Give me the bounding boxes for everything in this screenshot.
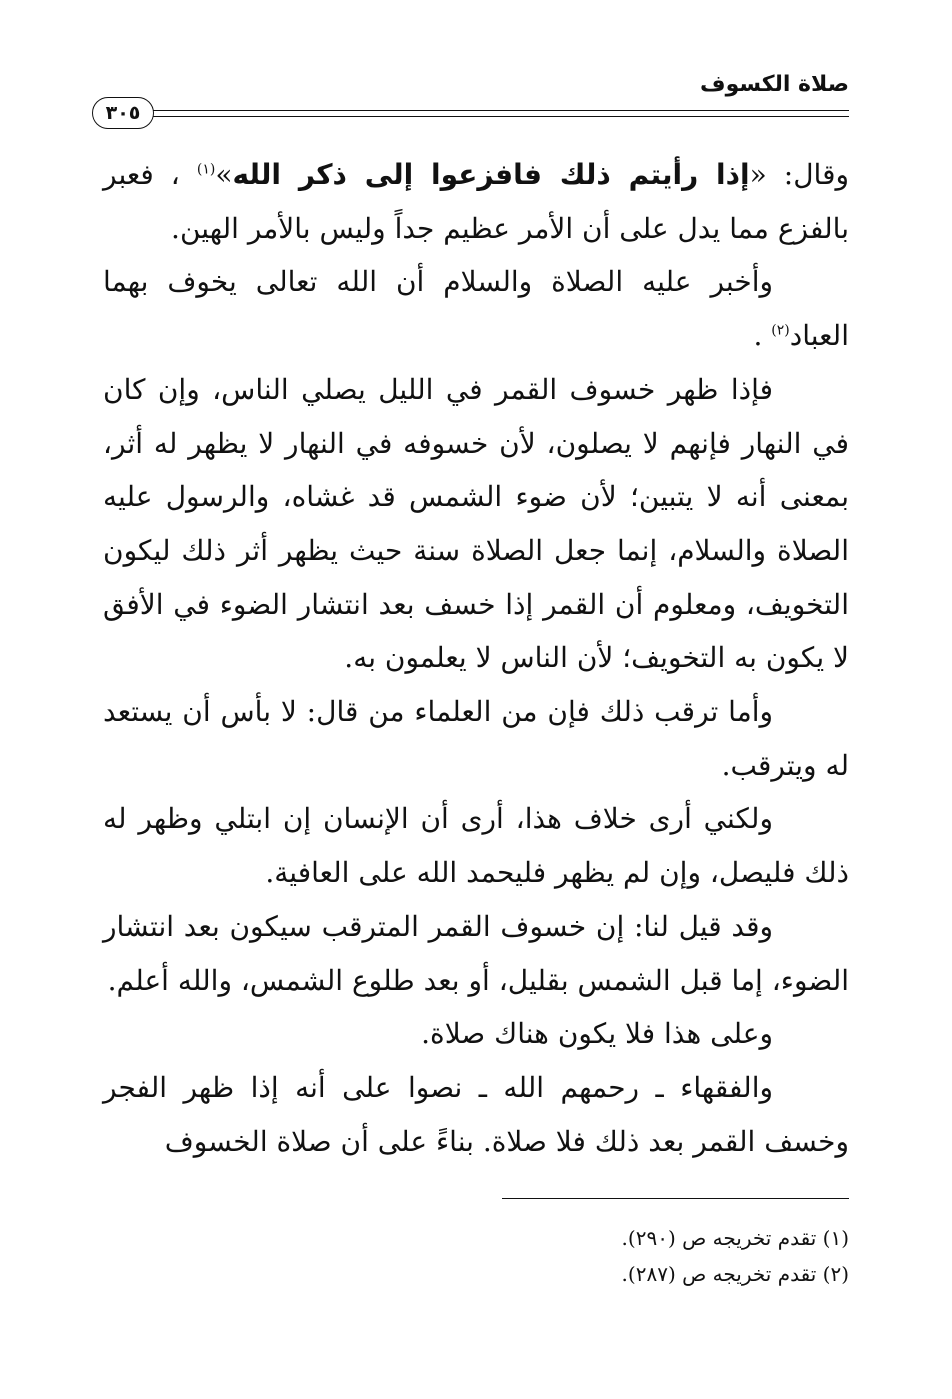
paragraph: ولكني أرى خلاف هذا، أرى أن الإنسان إن ابتلي وظهر له ذلك فليصل، وإن لم يظهر فليحمد الله على العافية. <box>103 802 849 890</box>
paragraph-text: ، فعبر بالفزع مما يدل على أن الأمر عظيم جداً وليس بالأمر الهين. <box>103 158 849 245</box>
paragraph: فإذا ظهر خسوف القمر في الليل يصلي الناس، وإن كان في النهار فإنهم لا يصلون، لأن خسوفه في النهار لا يظهر له أثر، بمعنى أنه لا يتبين؛ لأن ضوء الشمس قد غشاه، والرسول عليه الصلاة والسلام، إنما جعل الصلاة سنة حيث يظهر أثر ذلك ليكون التخويف، ومعلوم أن القمر إذا خسف بعد انتشار الضوء في الأفق لا يكون به التخويف؛ لأن الناس لا يعلمون به. <box>103 372 849 675</box>
footnote-ref: (١) <box>196 161 216 178</box>
paragraph <box>103 255 849 362</box>
paragraph: وقد قيل لنا: إن خسوف القمر المترقب سيكون بعد انتشار الضوء، إما قبل الشمس بقليل، أو بعد طلوع الشمس، والله أعلم. <box>103 909 849 997</box>
paragraph: وأما ترقب ذلك فإن من العلماء من قال: لا بأس أن يستعد له ويترقب. <box>103 695 849 782</box>
paragraph-end: . <box>753 319 772 353</box>
header-rule-double <box>150 116 849 117</box>
footnote: (٢) تقدم تخريجه ص (٢٨٧). <box>621 1262 849 1286</box>
paragraph-text: وأخبر عليه الصلاة والسلام أن الله تعالى يخوف بهما العباد <box>103 265 849 353</box>
main-text <box>103 148 849 1168</box>
footnote-separator <box>502 1198 849 1199</box>
page-number: ٣٠٥ <box>92 97 154 129</box>
quote-close: » <box>215 158 233 191</box>
paragraph-text: وقال: « <box>749 158 849 191</box>
footnote-ref: (٢) <box>771 322 790 339</box>
hadith-quote: إذا رأيتم ذلك فافزعوا إلى ذكر الله <box>232 158 750 191</box>
paragraph <box>103 148 849 255</box>
footnotes <box>103 1220 849 1292</box>
header-rule <box>150 110 849 111</box>
footnote: (١) تقدم تخريجه ص (٢٩٠). <box>621 1226 849 1250</box>
paragraph: والفقهاء ـ رحمهم الله ـ نصوا على أنه إذا ظهر الفجر وخسف القمر بعد ذلك فلا صلاة. بناءً على أن صلاة الخسوف <box>103 1070 849 1158</box>
paragraph: وعلى هذا فلا يكون هناك صلاة. <box>421 1017 773 1051</box>
running-header-title: صلاة الكسوف <box>700 72 849 97</box>
